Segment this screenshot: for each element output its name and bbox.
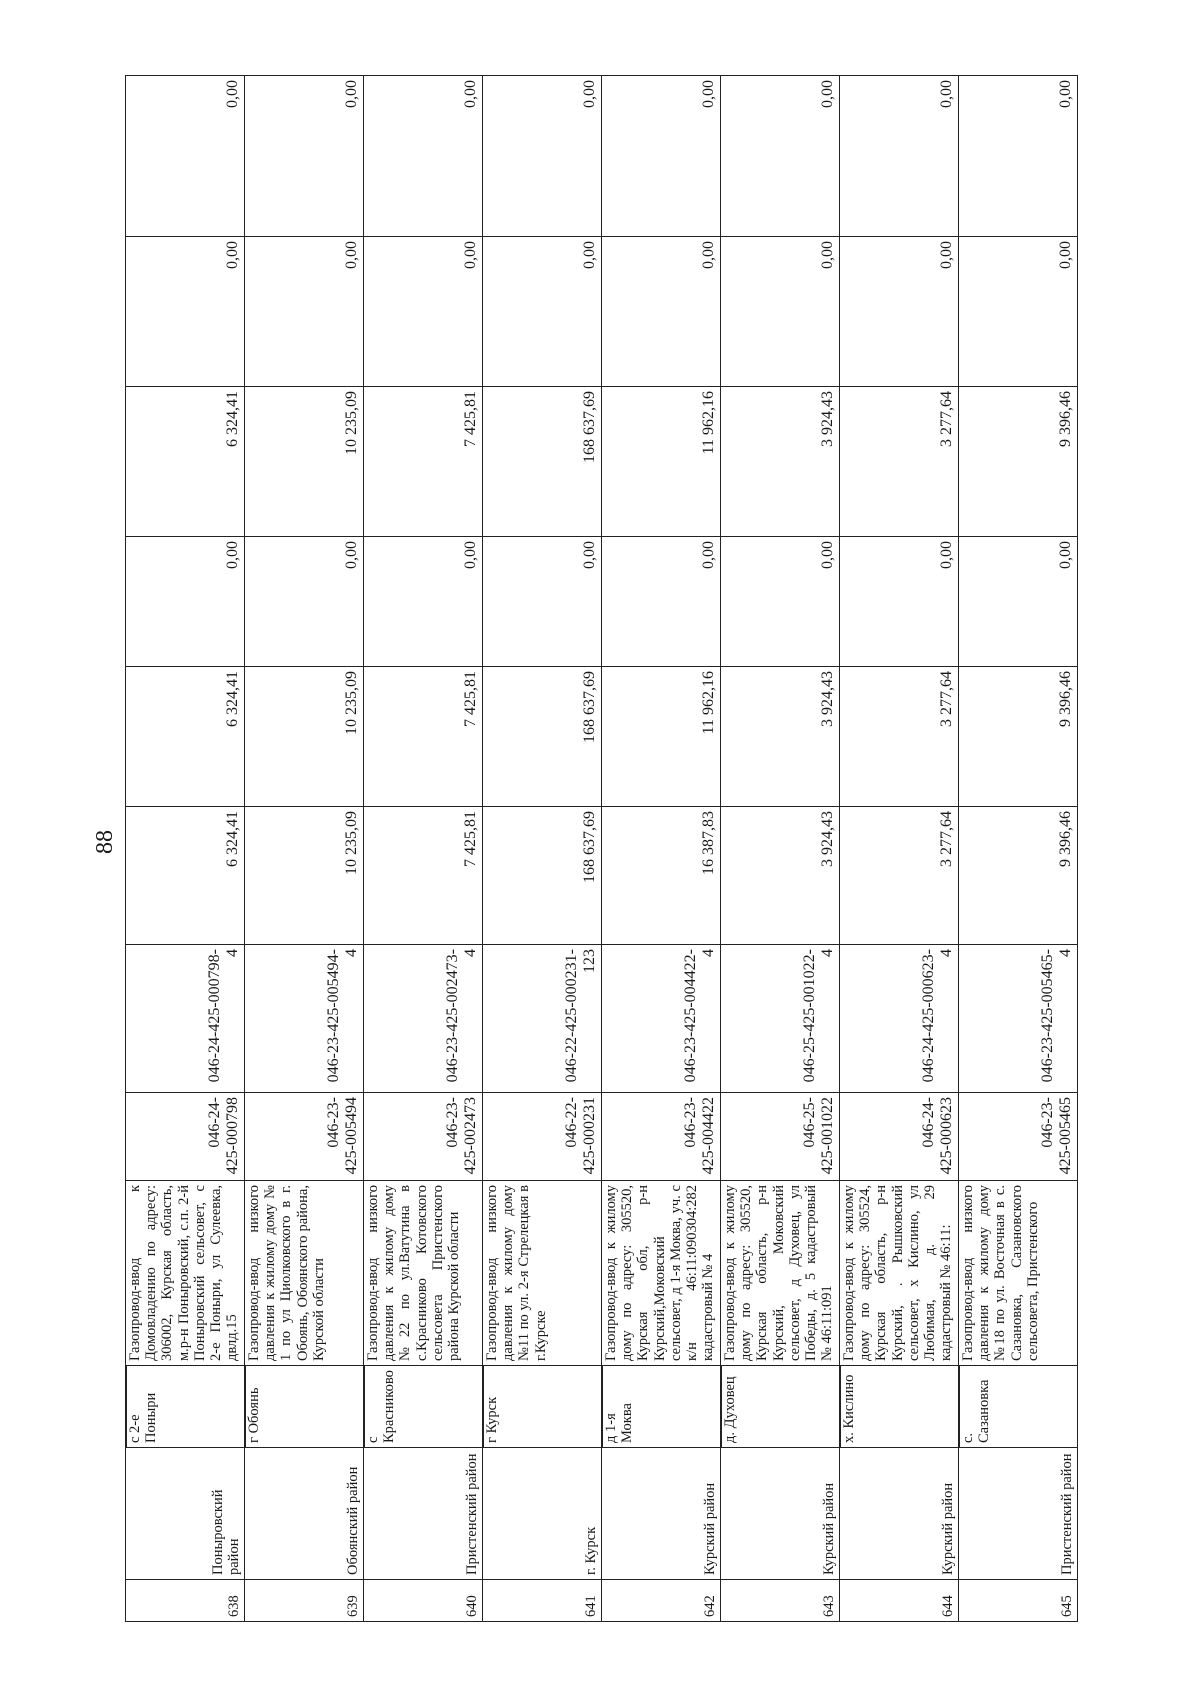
inventory-code: 046-24-425-000623 [840, 1093, 959, 1181]
district: Поныровский район [126, 1448, 245, 1580]
inventory-uin: 046-24-425-000623-4 [840, 945, 959, 1093]
inventory-uin: 046-23-425-004422-4 [602, 945, 721, 1093]
value-col-2: 9 396,46 [959, 667, 1078, 807]
value-col-5: 0,00 [483, 237, 602, 387]
settlement: с 2-е Поныри [127, 1392, 160, 1443]
inventory-uin: 046-23-425-002473-4 [364, 945, 483, 1093]
district: Обоянский район [245, 1448, 364, 1580]
table-row [126, 76, 245, 1622]
row-number: 638 [126, 1580, 245, 1622]
value-col-6: 0,00 [126, 76, 245, 237]
settlement: г Курск [484, 1396, 500, 1443]
value-col-5: 0,00 [602, 237, 721, 387]
value-col-4: 3 924,43 [721, 387, 840, 537]
object-description: Газопровод-ввод низкого давления к жилому дому №22 по ул.Ватутина в с.Красниково Котовского сельсовета Пристенского района Курской области [364, 1181, 483, 1366]
inventory-uin: 046-22-425-000231-123 [483, 945, 602, 1093]
value-col-4: 10 235,09 [245, 387, 364, 537]
row-number: 642 [602, 1580, 721, 1622]
value-col-6: 0,00 [602, 76, 721, 237]
district: Курский район [721, 1448, 840, 1580]
inventory-code: 046-23-425-005494 [245, 1093, 364, 1181]
value-col-3: 0,00 [840, 537, 959, 667]
district: Курский район [602, 1448, 721, 1580]
district: Курский район [840, 1448, 959, 1580]
value-col-1: 3 924,43 [721, 807, 840, 945]
inventory-code: 046-23-425-002473 [364, 1093, 483, 1181]
value-col-3: 0,00 [245, 537, 364, 667]
value-col-6: 0,00 [483, 76, 602, 237]
table-row [959, 76, 1078, 1622]
inventory-code: 046-22-425-000231 [483, 1093, 602, 1181]
object-description: Газопровод-ввод к жилому дому по адресу: 305524, Курская область, р-н Курский, . Рышковский сельсовет, х Кислино, ул Любимая, д. 29 кадастровый № 46:11: [840, 1181, 959, 1366]
value-col-6: 0,00 [721, 76, 840, 237]
value-col-5: 0,00 [126, 237, 245, 387]
value-col-3: 0,00 [721, 537, 840, 667]
assets-table [125, 75, 1078, 1622]
object-description: Газопровод-ввод низкого давления к жилому дому №11 по ул. 2-я Стрелецкая в г.Курске [483, 1181, 602, 1366]
value-col-2: 11 962,16 [602, 667, 721, 807]
value-col-5: 0,00 [959, 237, 1078, 387]
value-col-1: 7 425,81 [364, 807, 483, 945]
settlement: с Красниково [365, 1370, 398, 1443]
district: г. Курск [483, 1448, 602, 1580]
value-col-2: 7 425,81 [364, 667, 483, 807]
row-number: 639 [245, 1580, 364, 1622]
object-description: Газопровод-ввод к жилому дому по адресу: 305520, Курская область, р-н Курский, Моковский сельсовет, д Духовец, ул Победы, д. 5 кадастровый № 46:11:091 [721, 1181, 840, 1366]
value-col-5: 0,00 [721, 237, 840, 387]
object-description: Газопровод-ввод к Домовладению по адресу: 306002, Курская область, м.р-н Поныровский, с.п. 2-й Поныровский сельсовет, с 2-е Поныри, ул Сулеевка, двлд.15 [126, 1181, 245, 1366]
page-number: 88 [92, 830, 118, 854]
settlement: х. Кислино [841, 1374, 857, 1443]
value-col-3: 0,00 [959, 537, 1078, 667]
table-row [483, 76, 602, 1622]
value-col-2: 10 235,09 [245, 667, 364, 807]
settlement-cell [364, 1366, 483, 1448]
table-row [245, 76, 364, 1622]
value-col-2: 6 324,41 [126, 667, 245, 807]
object-description: Газопровод-ввод низкого давления к жилому дому №18 по ул. Восточная в с. Сазановка, Сазановского сельсовета, Пристенского [959, 1181, 1078, 1366]
value-col-2: 168 637,69 [483, 667, 602, 807]
district: Пристенский район [364, 1448, 483, 1580]
value-col-1: 10 235,09 [245, 807, 364, 945]
value-col-3: 0,00 [483, 537, 602, 667]
row-number: 644 [840, 1580, 959, 1622]
value-col-5: 0,00 [840, 237, 959, 387]
table-row [602, 76, 721, 1622]
inventory-code: 046-24-425-000798 [126, 1093, 245, 1181]
settlement-cell [602, 1366, 721, 1448]
rotated-table-wrapper [125, 76, 1080, 1622]
settlement-cell [245, 1366, 364, 1448]
district: Пристенский район [959, 1448, 1078, 1580]
value-col-5: 0,00 [364, 237, 483, 387]
inventory-code: 046-25-425-001022 [721, 1093, 840, 1181]
value-col-6: 0,00 [959, 76, 1078, 237]
object-description: Газопровод-ввод к жилому дому по адресу: 305520, Курская обл, р-н Курский,Моковский сельсовет, д 1-я Моква, уч. с к/н 46:11:090304:282 кадастровый № 4 [602, 1181, 721, 1366]
value-col-1: 168 637,69 [483, 807, 602, 945]
value-col-4: 6 324,41 [126, 387, 245, 537]
value-col-4: 3 277,64 [840, 387, 959, 537]
value-col-1: 16 387,83 [602, 807, 721, 945]
inventory-uin: 046-25-425-001022-4 [721, 945, 840, 1093]
value-col-4: 7 425,81 [364, 387, 483, 537]
value-col-1: 6 324,41 [126, 807, 245, 945]
settlement: г Обоянь [246, 1387, 262, 1443]
row-number: 645 [959, 1580, 1078, 1622]
value-col-4: 168 637,69 [483, 387, 602, 537]
value-col-5: 0,00 [245, 237, 364, 387]
value-col-3: 0,00 [126, 537, 245, 667]
table-row [364, 76, 483, 1622]
value-col-2: 3 924,43 [721, 667, 840, 807]
inventory-uin: 046-23-425-005494-4 [245, 945, 364, 1093]
value-col-3: 0,00 [364, 537, 483, 667]
settlement: д 1-я Моква [603, 1403, 636, 1443]
settlement-cell [126, 1366, 245, 1448]
value-col-6: 0,00 [245, 76, 364, 237]
row-number: 643 [721, 1580, 840, 1622]
settlement-cell [959, 1366, 1078, 1448]
object-description: Газопровод-ввод низкого давления к жилому дому № 1 по ул Циолковского в г. Обоянь, Обоянского района, Курской области [245, 1181, 364, 1366]
value-col-2: 3 277,64 [840, 667, 959, 807]
value-col-4: 11 962,16 [602, 387, 721, 537]
value-col-6: 0,00 [364, 76, 483, 237]
table-row [840, 76, 959, 1622]
value-col-1: 3 277,64 [840, 807, 959, 945]
settlement-cell [483, 1366, 602, 1448]
value-col-6: 0,00 [840, 76, 959, 237]
table-row [721, 76, 840, 1622]
value-col-4: 9 396,46 [959, 387, 1078, 537]
row-number: 640 [364, 1580, 483, 1622]
inventory-code: 046-23-425-004422 [602, 1093, 721, 1181]
settlement-cell [721, 1366, 840, 1448]
inventory-uin: 046-24-425-000798-4 [126, 945, 245, 1093]
value-col-3: 0,00 [602, 537, 721, 667]
inventory-uin: 046-23-425-005465-4 [959, 945, 1078, 1093]
settlement: с. Сазановка [960, 1379, 993, 1443]
inventory-code: 046-23-425-005465 [959, 1093, 1078, 1181]
settlement: д. Духовец [722, 1376, 738, 1443]
value-col-1: 9 396,46 [959, 807, 1078, 945]
row-number: 641 [483, 1580, 602, 1622]
settlement-cell [840, 1366, 959, 1448]
